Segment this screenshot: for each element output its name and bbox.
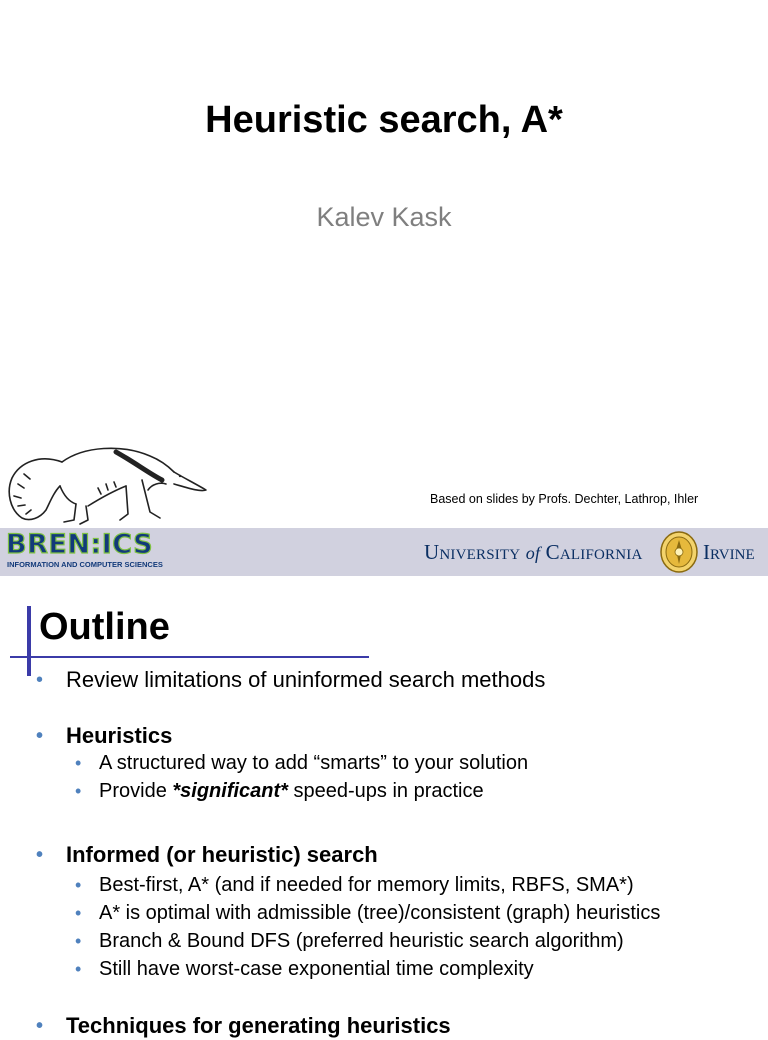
sub-bullet-marker: • (75, 903, 82, 923)
sub-bullet-item (75, 900, 661, 926)
sub-bullet-item (75, 956, 534, 982)
outline-slide (0, 576, 768, 1038)
bullet-marker: • (36, 725, 44, 747)
anteater-illustration (4, 440, 208, 530)
uci-university-word: University (424, 540, 521, 564)
sub-bullet-marker: • (75, 931, 82, 951)
bullet-marker: • (36, 1015, 44, 1037)
accent-bar-horizontal (10, 656, 369, 658)
bren-ics-logo: BREN:ICS (6, 529, 154, 560)
uci-california-word: California (545, 540, 643, 564)
bullet-item (36, 841, 378, 869)
sub-bullet-text: Best-first, A* (and if needed for memory limits, RBFS, SMA*) (99, 874, 634, 896)
bullet-text: Techniques for generating heuristics (66, 1013, 451, 1038)
sub-bullet-item (75, 872, 634, 898)
bullet-text: Review limitations of uninformed search methods (66, 667, 546, 692)
slide-title: Heuristic search, A* (205, 99, 563, 141)
sub-bullet-text: A structured way to add “smarts” to your solution (99, 752, 529, 774)
sub-bullet-marker: • (75, 959, 82, 979)
uci-wordmark (424, 539, 642, 566)
uci-irvine-word: Irvine (703, 540, 755, 564)
sub-bullet-marker: • (75, 875, 82, 895)
credit-note: Based on slides by Profs. Dechter, Lathrop, Ihler (430, 492, 699, 506)
bren-ics-subtitle: INFORMATION AND COMPUTER SCIENCES (7, 560, 163, 569)
bullet-item (36, 1012, 451, 1040)
sub-bullet-item (75, 778, 484, 804)
sub-bullet-text: A* is optimal with admissible (tree)/consistent (graph) heuristics (99, 902, 661, 924)
sub-bullet-marker: • (75, 781, 82, 801)
accent-bar-vertical (27, 606, 31, 676)
bullet-text: Heuristics (66, 723, 173, 748)
bullet-text: Informed (or heuristic) search (66, 842, 378, 867)
bullet-marker: • (36, 844, 44, 866)
sub-bullet-text-post: speed-ups in practice (287, 780, 484, 802)
bullet-marker: • (36, 669, 44, 691)
uci-of-word: of (525, 543, 541, 563)
sub-bullet-marker: • (75, 753, 82, 773)
slide-author: Kalev Kask (316, 202, 452, 232)
bullet-item (36, 666, 546, 694)
logo-bar (0, 528, 768, 576)
sub-bullet-item (75, 928, 624, 954)
bullet-item (36, 722, 173, 750)
uci-seal-icon (660, 531, 698, 573)
slide-title: Outline (39, 606, 170, 648)
sub-bullet-text: Branch & Bound DFS (preferred heuristic search algorithm) (99, 930, 624, 952)
sub-bullet-text-pre: Provide (99, 780, 173, 802)
sub-bullet-item (75, 750, 529, 776)
sub-bullet-text-emphasis: *significant* (172, 780, 288, 802)
sub-bullet-text: Still have worst-case exponential time complexity (99, 958, 534, 980)
